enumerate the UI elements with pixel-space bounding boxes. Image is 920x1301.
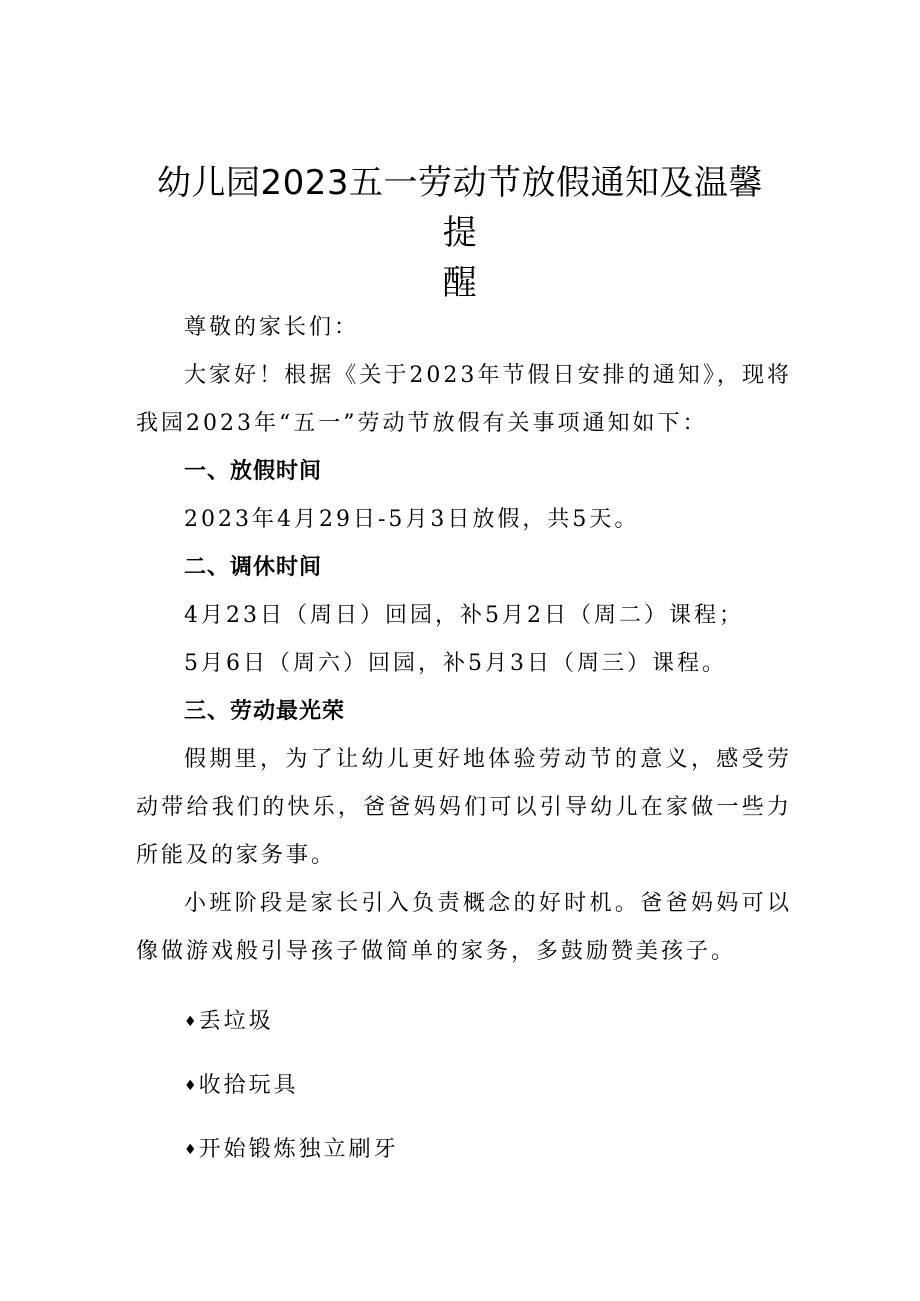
labor-paragraph-2: 小班阶段是家长引入负责概念的好时机。爸爸妈妈可以像做游戏般引导孩子做简单的家务，多鼓励赞美孩子。: [136, 891, 792, 964]
greeting: 尊敬的家长们：: [184, 315, 360, 340]
list-item: [136, 990, 792, 1054]
makeup-paragraph-2: 5月6日（周六）回园，补5月3日（周三）课程。: [184, 651, 727, 676]
list-item-text: 开始锻炼独立刷牙: [198, 1137, 399, 1162]
title-line-2: 醒: [442, 263, 478, 303]
list-item: [136, 1118, 792, 1182]
intro-paragraph: 大家好！根据《关于2023年节假日安排的通知》，现将我园2023年“五一”劳动节放假有关事项通知如下：: [136, 363, 792, 436]
list-item-text: 收拾玩具: [198, 1073, 299, 1098]
list-item-text: 丢垃圾: [198, 1009, 274, 1034]
diamond-bullet-icon: ♦: [184, 1078, 197, 1094]
holiday-paragraph: 2023年4月29日-5月3日放假，共5天。: [184, 507, 640, 532]
document-body: [136, 304, 792, 1182]
title-line-1: 幼儿园2023五一劳动节放假通知及温馨提: [156, 163, 764, 253]
section-heading-holiday: 一、放假时间: [184, 459, 323, 484]
diamond-bullet-icon: ♦: [184, 1014, 197, 1030]
makeup-paragraph-1: 4月23日（周日）回园，补5月2日（周二）课程；: [184, 603, 744, 628]
section-heading-makeup: 二、调休时间: [184, 555, 323, 580]
section-heading-labor: 三、劳动最光荣: [184, 699, 346, 724]
list-item: [136, 1054, 792, 1118]
chores-list: [136, 990, 792, 1182]
labor-paragraph-1: 假期里，为了让幼儿更好地体验劳动节的意义，感受劳动带给我们的快乐，爸爸妈妈们可以引导幼儿在家做一些力所能及的家务事。: [136, 747, 792, 868]
document-title: [140, 158, 780, 308]
diamond-bullet-icon: ♦: [184, 1142, 197, 1158]
